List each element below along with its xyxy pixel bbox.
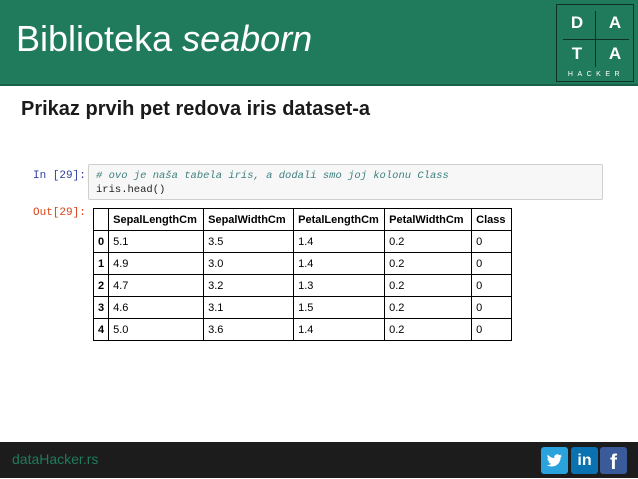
table-cell: 4.7 bbox=[109, 275, 204, 297]
row-index: 4 bbox=[94, 319, 109, 341]
table-cell: 1.4 bbox=[294, 319, 385, 341]
logo-letter-d: D bbox=[570, 13, 584, 32]
table-cell: 0.2 bbox=[385, 297, 472, 319]
table-cell: 3.0 bbox=[204, 253, 294, 275]
logo-divider-horizontal bbox=[563, 39, 629, 40]
row-index: 0 bbox=[94, 231, 109, 253]
table-cell: 5.1 bbox=[109, 231, 204, 253]
dataframe-table bbox=[93, 208, 512, 341]
slide-subtitle: Prikaz prvih pet redova iris dataset-a bbox=[21, 98, 371, 120]
table-cell: 5.0 bbox=[109, 319, 204, 341]
column-header: PetalWidthCm bbox=[385, 209, 472, 231]
code-comment-line: # ovo je naša tabela iris, a dodali smo joj kolonu Class bbox=[96, 170, 449, 182]
twitter-icon[interactable] bbox=[541, 447, 568, 474]
logo-letter-a2: A bbox=[608, 44, 622, 63]
table-cell: 4.6 bbox=[109, 297, 204, 319]
column-header-index bbox=[94, 209, 109, 231]
table-cell: 0.2 bbox=[385, 319, 472, 341]
twitter-bird-glyph bbox=[541, 447, 568, 474]
title-italic: seaborn bbox=[182, 18, 313, 59]
table-cell: 0 bbox=[472, 297, 512, 319]
table-cell: 0 bbox=[472, 231, 512, 253]
header-divider bbox=[0, 84, 638, 86]
code-cell[interactable] bbox=[88, 164, 603, 200]
logo-letter-t: T bbox=[571, 44, 583, 63]
table-cell: 3.5 bbox=[204, 231, 294, 253]
table-cell: 3.1 bbox=[204, 297, 294, 319]
slide-header bbox=[0, 0, 638, 84]
table-cell: 1.4 bbox=[294, 231, 385, 253]
table-cell: 0.2 bbox=[385, 275, 472, 297]
column-header: SepalLengthCm bbox=[109, 209, 204, 231]
row-index: 1 bbox=[94, 253, 109, 275]
row-index: 3 bbox=[94, 297, 109, 319]
table-cell: 3.6 bbox=[204, 319, 294, 341]
table-row bbox=[94, 253, 512, 275]
table-cell: 4.9 bbox=[109, 253, 204, 275]
column-header: SepalWidthCm bbox=[204, 209, 294, 231]
table-cell: 0.2 bbox=[385, 253, 472, 275]
table-row bbox=[94, 319, 512, 341]
title-main: Biblioteka bbox=[16, 18, 183, 59]
logo-letter-a1: A bbox=[608, 13, 622, 32]
table-row bbox=[94, 297, 512, 319]
code-line: iris.head() bbox=[96, 184, 166, 196]
column-header: PetalLengthCm bbox=[294, 209, 385, 231]
output-prompt: Out[29]: bbox=[33, 207, 86, 219]
table-row bbox=[94, 275, 512, 297]
slide-title bbox=[16, 18, 312, 60]
input-prompt: In [29]: bbox=[33, 170, 86, 182]
table-cell: 1.5 bbox=[294, 297, 385, 319]
column-header: Class bbox=[472, 209, 512, 231]
table-cell: 3.2 bbox=[204, 275, 294, 297]
table-cell: 1.3 bbox=[294, 275, 385, 297]
table-cell: 1.4 bbox=[294, 253, 385, 275]
table-row bbox=[94, 231, 512, 253]
footer-site-link[interactable]: dataHacker.rs bbox=[12, 451, 99, 467]
row-index: 2 bbox=[94, 275, 109, 297]
table-cell: 0 bbox=[472, 319, 512, 341]
datahacker-logo bbox=[556, 4, 634, 82]
table-header-row bbox=[94, 209, 512, 231]
table-cell: 0 bbox=[472, 275, 512, 297]
linkedin-icon[interactable]: in bbox=[571, 447, 598, 474]
facebook-icon[interactable]: f bbox=[600, 447, 627, 474]
table-cell: 0 bbox=[472, 253, 512, 275]
logo-word: HACKER bbox=[567, 71, 625, 78]
table-cell: 0.2 bbox=[385, 231, 472, 253]
